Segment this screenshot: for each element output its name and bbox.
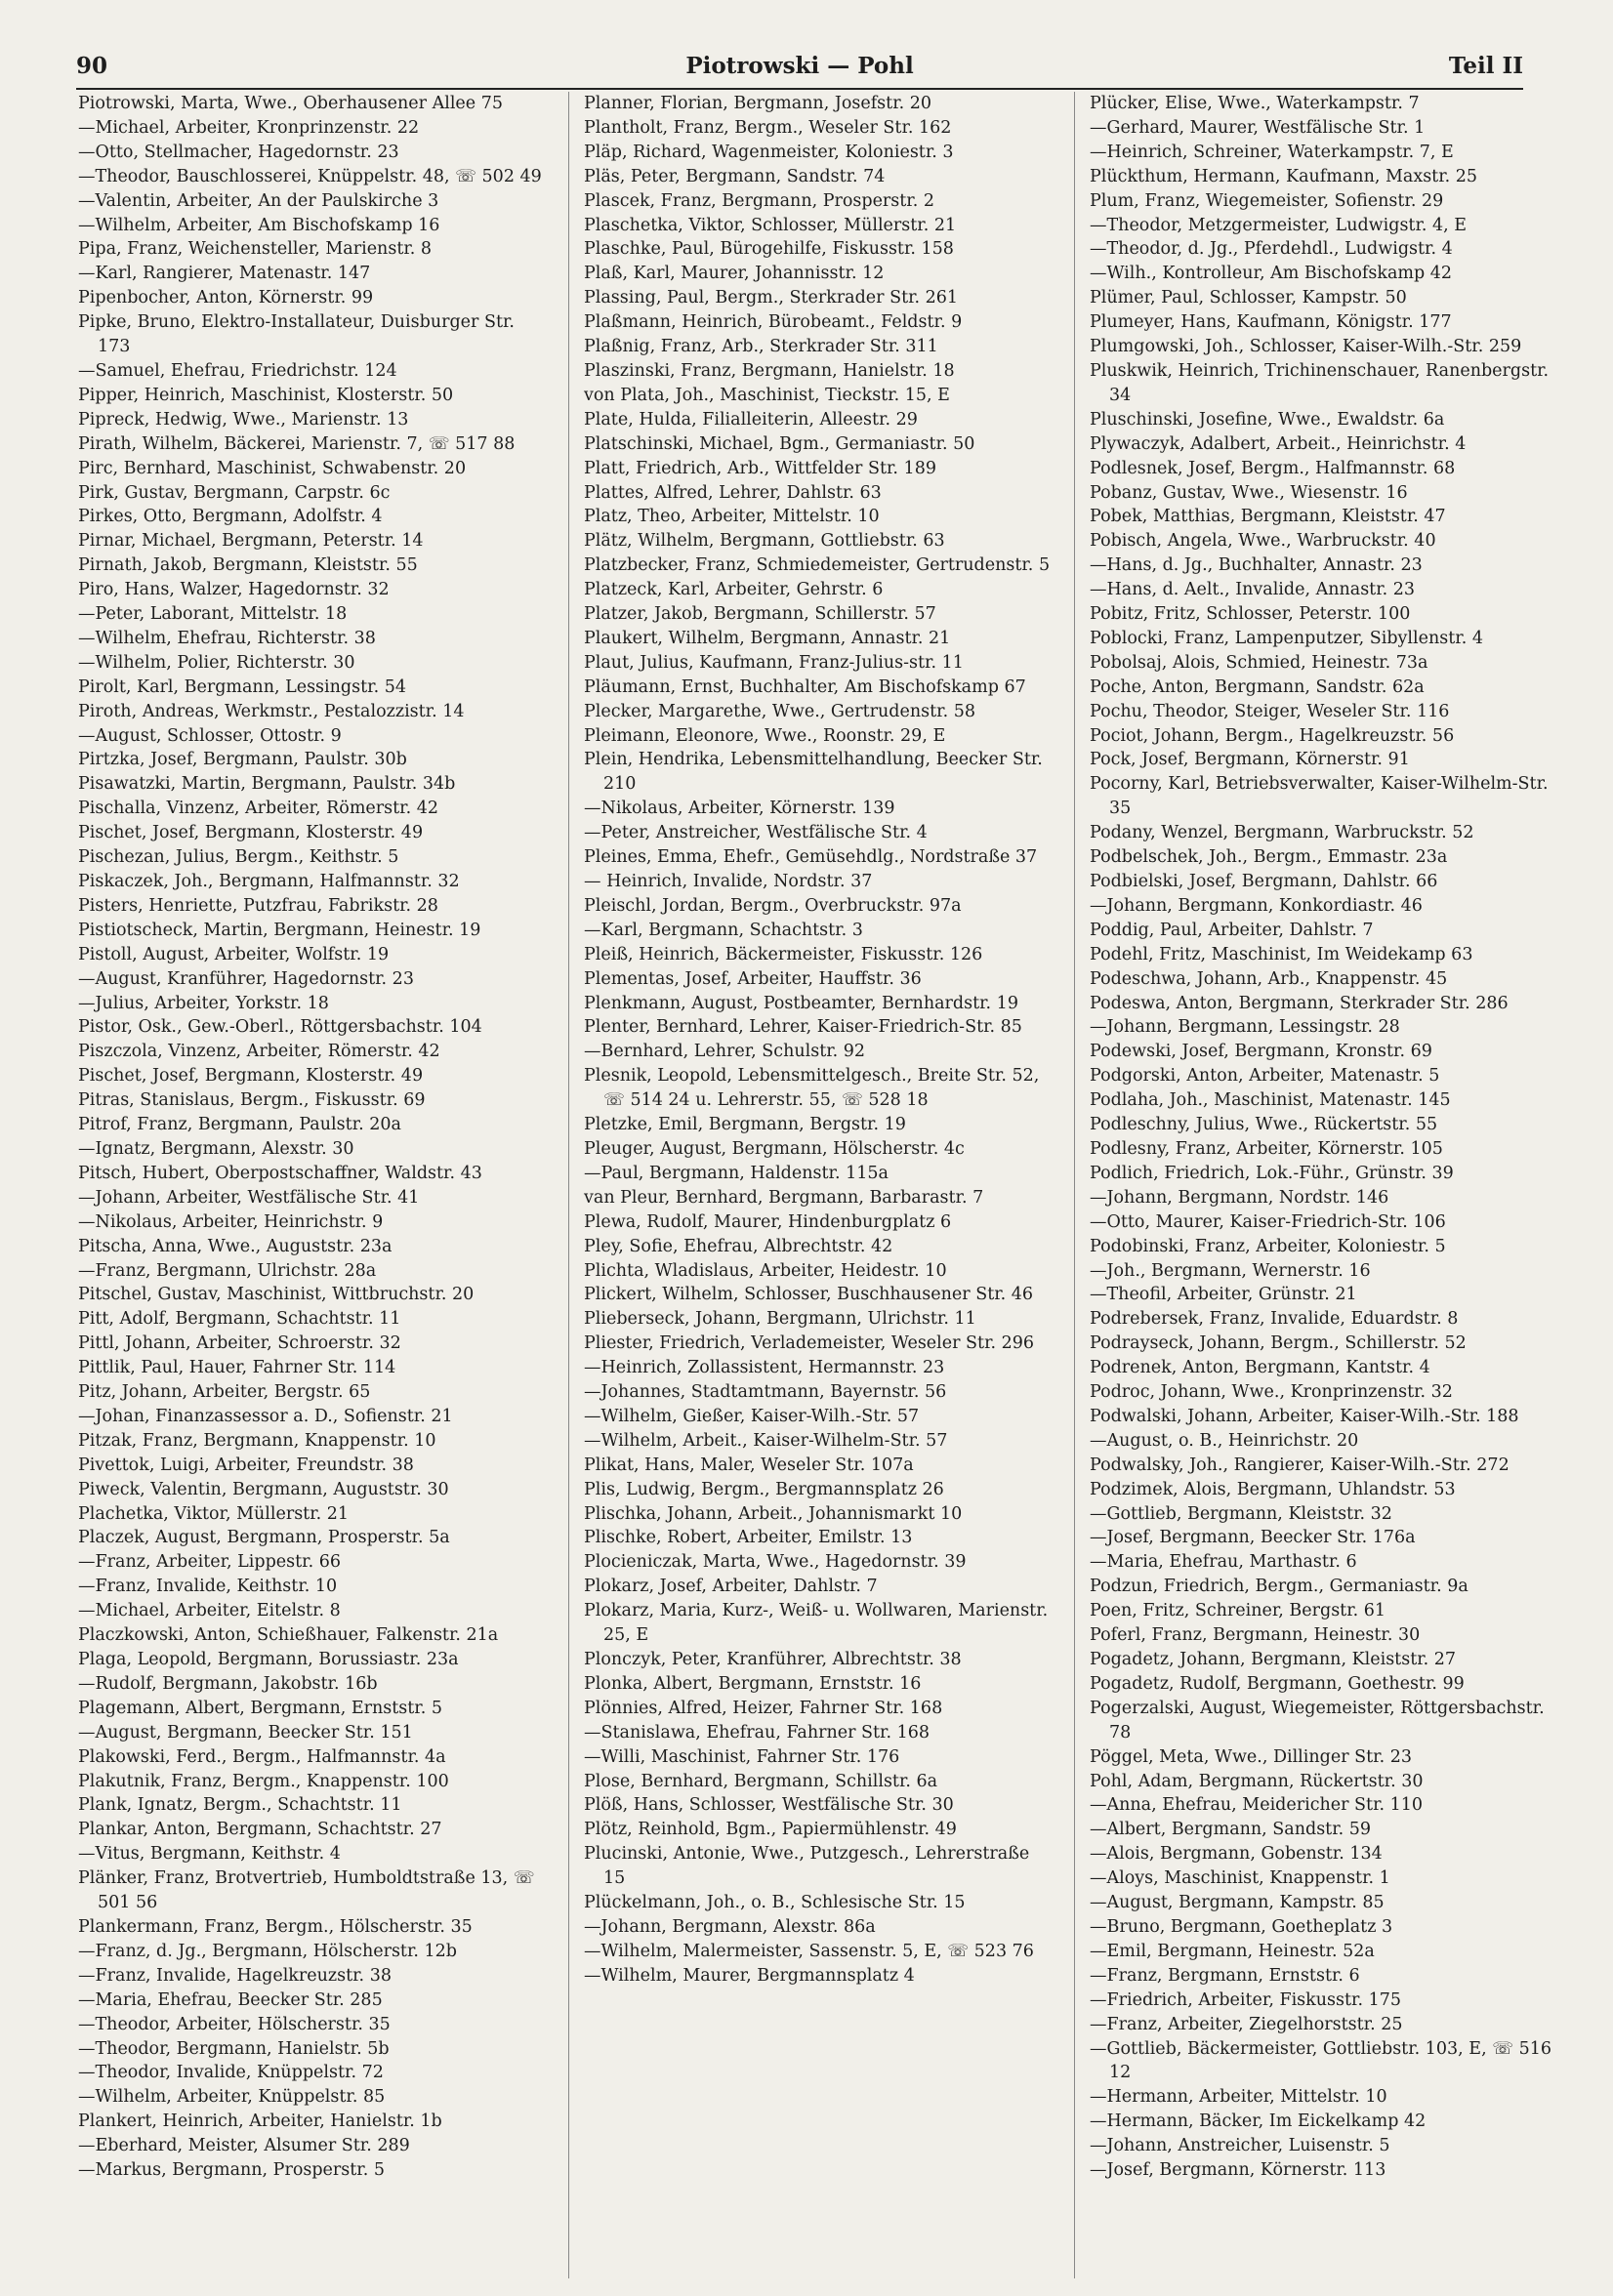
directory-entry: Pipenbocher, Anton, Körnerstr. 99	[78, 288, 374, 308]
directory-entry: Platzbecker, Franz, Schmiedemeister, Gertrudenstr. 5	[584, 555, 1051, 576]
directory-entry: Platz, Theo, Arbeiter, Mittelstr. 10	[584, 507, 880, 527]
directory-entry: —Nikolaus, Arbeiter, Heinrichstr. 9	[78, 1211, 384, 1232]
directory-column-1	[78, 92, 551, 2183]
directory-entry: Plascek, Franz, Bergmann, Prosperstr. 2	[584, 190, 935, 211]
directory-entry: —Theodor, d. Jg., Pferdehdl., Ludwigstr. 4	[1090, 239, 1453, 260]
directory-entry: Plesnik, Leopold, Lebensmittelgesch., Breite Str. 52, ☏ 514 24 u. Lehrerstr. 55, ☏ 528 18	[584, 1066, 1040, 1111]
directory-entry: —Karl, Bergmann, Schachtstr. 3	[584, 920, 863, 940]
directory-entry: Pläs, Peter, Bergmann, Sandstr. 74	[584, 166, 886, 186]
directory-entry: —Franz, Invalide, Hagelkreuzstr. 38	[78, 1965, 392, 1986]
directory-entry: Pobitz, Fritz, Schlosser, Peterstr. 100	[1090, 604, 1411, 625]
directory-entry: Pistor, Osk., Gew.-Oberl., Röttgersbachstr. 104	[78, 1017, 482, 1038]
directory-entry: Plocieniczak, Marta, Wwe., Hagedornstr. 39	[584, 1552, 967, 1573]
directory-entry: Pivettok, Luigi, Arbeiter, Freundstr. 38	[78, 1455, 414, 1475]
directory-column-3	[1090, 92, 1562, 2183]
directory-entry: —Franz, Arbeiter, Lippestr. 66	[78, 1552, 342, 1573]
directory-entry: Pleischl, Jordan, Bergm., Overbruckstr. 97a	[584, 895, 962, 916]
directory-entry: Plümer, Paul, Schlosser, Kampstr. 50	[1090, 288, 1407, 308]
directory-entry: Pleuger, August, Bergmann, Hölscherstr. 4c	[584, 1138, 965, 1159]
directory-entry: Poferl, Franz, Bergmann, Heinestr. 30	[1090, 1625, 1421, 1646]
directory-entry: —Joh., Bergmann, Wernerstr. 16	[1090, 1260, 1371, 1281]
directory-entry: Piroth, Andreas, Werkmstr., Pestalozzistr. 14	[78, 701, 465, 721]
directory-entry: Plose, Bernhard, Bergmann, Schillstr. 6a	[584, 1771, 938, 1791]
directory-entry: Plankar, Anton, Bergmann, Schachtstr. 27	[78, 1820, 442, 1840]
directory-entry: —Theodor, Bergmann, Hanielstr. 5b	[78, 2038, 390, 2059]
directory-entry: Poddig, Paul, Arbeiter, Dahlstr. 7	[1090, 920, 1374, 940]
directory-entry: —Albert, Bergmann, Sandstr. 59	[1090, 1820, 1372, 1840]
directory-entry: Pistiotscheck, Martin, Bergmann, Heinestr. 19	[78, 920, 481, 940]
directory-entry: —Michael, Arbeiter, Eitelstr. 8	[78, 1601, 341, 1621]
directory-entry: —Wilhelm, Maurer, Bergmannsplatz 4	[584, 1965, 915, 1986]
directory-entry: Pischet, Josef, Bergmann, Klosterstr. 49	[78, 823, 424, 843]
directory-entry: Plewa, Rudolf, Maurer, Hindenburgplatz 6	[584, 1211, 952, 1232]
directory-entry: —Ignatz, Bergmann, Alexstr. 30	[78, 1138, 354, 1159]
directory-entry: —Johan, Finanzassessor a. D., Sofienstr. 21	[78, 1406, 453, 1426]
directory-entry: Plaszinski, Franz, Bergmann, Hanielstr. 18	[584, 360, 955, 381]
directory-entry: Plischke, Robert, Arbeiter, Emilstr. 13	[584, 1528, 913, 1548]
directory-entry: —August, Bergmann, Beecker Str. 151	[78, 1722, 413, 1742]
directory-entry: —Maria, Ehefrau, Beecker Str. 285	[78, 1989, 383, 2010]
directory-entry: Pirkes, Otto, Bergmann, Adolfstr. 4	[78, 507, 383, 527]
directory-entry: Plückthum, Hermann, Kaufmann, Maxstr. 25	[1090, 166, 1478, 186]
directory-entry: Pleines, Emma, Ehefr., Gemüsehdlg., Nordstraße 37	[584, 847, 1038, 868]
directory-entry: Plakowski, Ferd., Bergm., Halfmannstr. 4a	[78, 1746, 446, 1767]
directory-entry: Pochu, Theodor, Steiger, Weseler Str. 116	[1090, 701, 1450, 721]
directory-entry: —Gottlieb, Bäckermeister, Gottliebstr. 103, E, ☏ 516 12	[1090, 2038, 1552, 2083]
directory-entry: Plum, Franz, Wiegemeister, Sofienstr. 29	[1090, 190, 1444, 211]
directory-entry: Pipreck, Hedwig, Wwe., Marienstr. 13	[78, 409, 409, 430]
directory-entry: Podwalsky, Joh., Rangierer, Kaiser-Wilh.-Str. 272	[1090, 1455, 1510, 1475]
directory-entry: Plywaczyk, Adalbert, Arbeit., Heinrichstr. 4	[1090, 433, 1467, 454]
directory-entry: Pläumann, Ernst, Buchhalter, Am Bischofskamp 67	[584, 676, 1026, 697]
directory-entry: Pisters, Henriette, Putzfrau, Fabrikstr. 28	[78, 895, 438, 916]
directory-entry: Podeschwa, Johann, Arb., Knappenstr. 45	[1090, 968, 1448, 989]
directory-entry: Pläp, Richard, Wagenmeister, Koloniestr. 3	[584, 142, 954, 162]
directory-entry: Plokarz, Maria, Kurz-, Weiß- u. Wollwaren, Marienstr. 25, E	[584, 1601, 1049, 1646]
column-divider	[1074, 92, 1075, 2278]
page-header	[76, 49, 1523, 90]
directory-entry: Pischet, Josef, Bergmann, Klosterstr. 49	[78, 1066, 424, 1086]
directory-entry: —Heinrich, Schreiner, Waterkampstr. 7, E	[1090, 142, 1454, 162]
directory-entry: Plückelmann, Joh., o. B., Schlesische Str. 15	[584, 1893, 966, 1913]
directory-entry: Pluschinski, Josefine, Wwe., Ewaldstr. 6a	[1090, 409, 1445, 430]
directory-entry: Pletzke, Emil, Bergmann, Bergstr. 19	[584, 1115, 906, 1135]
directory-entry: Pittlik, Paul, Hauer, Fahrner Str. 114	[78, 1358, 396, 1378]
directory-entry: —Otto, Maurer, Kaiser-Friedrich-Str. 106	[1090, 1211, 1446, 1232]
directory-entry: —Wilhelm, Arbeit., Kaiser-Wilhelm-Str. 57	[584, 1430, 948, 1451]
directory-entry: Pirath, Wilhelm, Bäckerei, Marienstr. 7, ☏ 517 88	[78, 433, 516, 454]
directory-entry: Pitschel, Gustav, Maschinist, Wittbruchstr. 20	[78, 1285, 475, 1305]
directory-entry: —Hermann, Arbeiter, Mittelstr. 10	[1090, 2087, 1387, 2108]
directory-entry: Podzimek, Alois, Bergmann, Uhlandstr. 53	[1090, 1479, 1456, 1499]
directory-entry: Plätz, Wilhelm, Bergmann, Gottliebstr. 63	[584, 531, 945, 552]
directory-entry: Placzek, August, Bergmann, Prosperstr. 5a	[78, 1528, 450, 1548]
directory-entry: —Anna, Ehefrau, Meidericher Str. 110	[1090, 1795, 1424, 1816]
directory-entry: Plonka, Albert, Bergmann, Ernststr. 16	[584, 1673, 922, 1694]
directory-entry: Pirk, Gustav, Bergmann, Carpstr. 6c	[78, 482, 391, 503]
directory-entry: Podewski, Josef, Bergmann, Kronstr. 69	[1090, 1042, 1432, 1062]
directory-entry: —Stanislawa, Ehefrau, Fahrner Str. 168	[584, 1722, 931, 1742]
directory-entry: Plank, Ignatz, Bergm., Schachtstr. 11	[78, 1795, 402, 1816]
directory-entry: —Hermann, Bäcker, Im Eickelkamp 42	[1090, 2112, 1427, 2132]
directory-entry: —Heinrich, Zollassistent, Hermannstr. 23	[584, 1358, 945, 1378]
directory-entry: Piskaczek, Joh., Bergmann, Halfmannstr. 32	[78, 872, 460, 891]
directory-entry: Platschinski, Michael, Bgm., Germaniastr. 50	[584, 433, 975, 454]
directory-entry: Podlesnek, Josef, Bergm., Halfmannstr. 68	[1090, 458, 1456, 478]
directory-entry: Pirnar, Michael, Bergmann, Peterstr. 14	[78, 531, 424, 552]
directory-entry: Pluskwik, Heinrich, Trichinenschauer, Ranenbergstr. 34	[1090, 360, 1550, 405]
directory-entry: —Bernhard, Lehrer, Schulstr. 92	[584, 1042, 866, 1062]
directory-entry: Pistoll, August, Arbeiter, Wolfstr. 19	[78, 944, 390, 964]
directory-entry: Plänker, Franz, Brotvertrieb, Humboldtstraße 13, ☏ 501 56	[78, 1868, 535, 1913]
directory-entry: Plementas, Josef, Arbeiter, Hauffstr. 36	[584, 968, 922, 989]
directory-entry: —Wilhelm, Malermeister, Sassenstr. 5, E, ☏ 523 76	[584, 1941, 1034, 1961]
directory-entry: Plonczyk, Peter, Kranführer, Albrechtstr. 38	[584, 1650, 962, 1669]
directory-entry: Plein, Hendrika, Lebensmittelhandlung, Beecker Str. 210	[584, 750, 1043, 795]
directory-entry: Piro, Hans, Walzer, Hagedornstr. 32	[78, 580, 390, 600]
directory-entry: Plaßnig, Franz, Arb., Sterkrader Str. 311	[584, 337, 938, 357]
directory-entry: —Johannes, Stadtamtmann, Bayernstr. 56	[584, 1382, 947, 1403]
directory-entry: Pirnath, Jakob, Bergmann, Kleiststr. 55	[78, 555, 418, 576]
directory-entry: Plöß, Hans, Schlosser, Westfälische Str. 30	[584, 1795, 954, 1816]
directory-entry: Pitz, Johann, Arbeiter, Bergstr. 65	[78, 1382, 371, 1403]
page-number: 90	[76, 53, 108, 79]
directory-entry: — Heinrich, Invalide, Nordstr. 37	[584, 872, 873, 891]
directory-entry: Planner, Florian, Bergmann, Josefstr. 20	[584, 94, 932, 113]
directory-entry: Plantholt, Franz, Bergm., Weseler Str. 162	[584, 117, 952, 138]
directory-entry: —Johann, Arbeiter, Westfälische Str. 41	[78, 1187, 420, 1208]
directory-entry: Plagemann, Albert, Bergmann, Ernststr. 5	[78, 1698, 442, 1718]
directory-entry: —Josef, Bergmann, Körnerstr. 113	[1090, 2160, 1386, 2181]
directory-entry: Plönnies, Alfred, Heizer, Fahrner Str. 168	[584, 1698, 943, 1718]
directory-entry: —Johann, Bergmann, Alexstr. 86a	[584, 1916, 876, 1937]
directory-entry: —Karl, Rangierer, Matenastr. 147	[78, 264, 371, 284]
directory-entry: Plickert, Wilhelm, Schlosser, Buschhausener Str. 46	[584, 1285, 1034, 1305]
directory-entry: Plaut, Julius, Kaufmann, Franz-Julius-str. 11	[584, 652, 964, 673]
directory-entry: Plumgowski, Joh., Schlosser, Kaiser-Wilh.-Str. 259	[1090, 337, 1522, 357]
directory-entry: Podleschny, Julius, Wwe., Rückertstr. 55	[1090, 1115, 1438, 1135]
directory-entry: —Johann, Bergmann, Lessingstr. 28	[1090, 1017, 1400, 1038]
directory-entry: Plikat, Hans, Maler, Weseler Str. 107a	[584, 1455, 914, 1475]
directory-entry: —Maria, Ehefrau, Marthastr. 6	[1090, 1552, 1357, 1573]
directory-entry: Plieberseck, Johann, Bergmann, Ulrichstr. 11	[584, 1309, 976, 1330]
directory-entry: —Theodor, Arbeiter, Hölscherstr. 35	[78, 2014, 391, 2034]
directory-entry: Plachetka, Viktor, Müllerstr. 21	[78, 1503, 350, 1524]
directory-entry: —Nikolaus, Arbeiter, Körnerstr. 139	[584, 799, 895, 819]
directory-entry: —Emil, Bergmann, Heinestr. 52a	[1090, 1941, 1375, 1961]
directory-entry: Plenkmann, August, Postbeamter, Bernhardstr. 19	[584, 993, 1018, 1013]
directory-entry: Pitras, Stanislaus, Bergm., Fiskusstr. 69	[78, 1090, 426, 1111]
directory-entry: —August, Bergmann, Kampstr. 85	[1090, 1893, 1385, 1913]
directory-entry: Poen, Fritz, Schreiner, Bergstr. 61	[1090, 1601, 1386, 1621]
directory-entry: Podlaha, Joh., Maschinist, Matenastr. 145	[1090, 1090, 1451, 1111]
directory-entry: Pittl, Johann, Arbeiter, Schroerstr. 32	[78, 1333, 401, 1354]
directory-entry: Pirc, Bernhard, Maschinist, Schwabenstr. 20	[78, 458, 467, 478]
directory-entry: Pirolt, Karl, Bergmann, Lessingstr. 54	[78, 676, 406, 697]
directory-entry: Plichta, Wladislaus, Arbeiter, Heidestr. 10	[584, 1260, 947, 1281]
directory-entry: —Franz, Invalide, Keithstr. 10	[78, 1577, 338, 1597]
directory-entry: —Gerhard, Maurer, Westfälische Str. 1	[1090, 117, 1426, 138]
directory-entry: Pisawatzki, Martin, Bergmann, Paulstr. 34b	[78, 774, 456, 795]
directory-entry: Pitzak, Franz, Bergmann, Knappenstr. 10	[78, 1430, 436, 1451]
directory-entry: Pitt, Adolf, Bergmann, Schachtstr. 11	[78, 1309, 401, 1330]
directory-column-2	[584, 92, 1056, 1988]
directory-entry: Poblocki, Franz, Lampenputzer, Sibyllenstr. 4	[1090, 628, 1483, 648]
directory-entry: —Hans, d. Aelt., Invalide, Annastr. 23	[1090, 580, 1416, 600]
directory-entry: —Franz, Bergmann, Ernststr. 6	[1090, 1965, 1360, 1986]
directory-entry: —Rudolf, Bergmann, Jakobstr. 16b	[78, 1673, 378, 1694]
directory-entry: —Friedrich, Arbeiter, Fiskusstr. 175	[1090, 1989, 1401, 2010]
directory-entry: —Theodor, Invalide, Knüppelstr. 72	[78, 2063, 384, 2083]
directory-entry: —Theodor, Metzgermeister, Ludwigstr. 4, E	[1090, 215, 1468, 235]
directory-entry: Plecker, Margarethe, Wwe., Gertrudenstr. 58	[584, 701, 975, 721]
directory-entry: Podrayseck, Johann, Bergm., Schillerstr. 52	[1090, 1333, 1467, 1354]
directory-entry: Platzeck, Karl, Arbeiter, Gehrstr. 6	[584, 580, 884, 600]
directory-entry: Podrenek, Anton, Bergmann, Kantstr. 4	[1090, 1358, 1430, 1378]
directory-entry: Podgorski, Anton, Arbeiter, Matenastr. 5	[1090, 1066, 1440, 1086]
directory-entry: Plenter, Bernhard, Lehrer, Kaiser-Friedrich-Str. 85	[584, 1017, 1022, 1038]
directory-entry: —Aloys, Maschinist, Knappenstr. 1	[1090, 1868, 1390, 1889]
directory-entry: —Eberhard, Meister, Alsumer Str. 289	[78, 2136, 410, 2156]
directory-entry: Plis, Ludwig, Bergm., Bergmannsplatz 26	[584, 1479, 944, 1499]
directory-entry: —Markus, Bergmann, Prosperstr. 5	[78, 2160, 385, 2181]
directory-entry: Plischka, Johann, Arbeit., Johannismarkt 10	[584, 1503, 963, 1524]
directory-entry: Pipke, Bruno, Elektro-Installateur, Duisburger Str. 173	[78, 312, 515, 357]
directory-entry: Podrebersek, Franz, Invalide, Eduardstr. 8	[1090, 1309, 1459, 1330]
directory-entry: Plaß, Karl, Maurer, Johannisstr. 12	[584, 264, 885, 284]
directory-entry: —Wilhelm, Gießer, Kaiser-Wilh.-Str. 57	[584, 1406, 920, 1426]
directory-entry: —Valentin, Arbeiter, An der Paulskirche 3	[78, 190, 439, 211]
directory-entry: Plumeyer, Hans, Kaufmann, Königstr. 177	[1090, 312, 1452, 333]
directory-entry: Piszczola, Vinzenz, Arbeiter, Römerstr. 42	[78, 1042, 440, 1062]
directory-entry: —Theodor, Bauschlosserei, Knüppelstr. 48, ☏ 502 49	[78, 166, 542, 186]
directory-entry: Plankert, Heinrich, Arbeiter, Hanielstr. 1b	[78, 2112, 442, 2132]
directory-entry: Plücker, Elise, Wwe., Waterkampstr. 7	[1090, 94, 1420, 113]
directory-entry: Pöggel, Meta, Wwe., Dillinger Str. 23	[1090, 1746, 1412, 1767]
directory-entry: Pobanz, Gustav, Wwe., Wiesenstr. 16	[1090, 482, 1408, 503]
directory-entry: Plokarz, Josef, Arbeiter, Dahlstr. 7	[584, 1577, 878, 1597]
directory-entry: Podzun, Friedrich, Bergm., Germaniastr. 9a	[1090, 1577, 1468, 1597]
directory-entry: Pitrof, Franz, Bergmann, Paulstr. 20a	[78, 1115, 401, 1135]
directory-entry: Plaukert, Wilhelm, Bergmann, Annastr. 21	[584, 628, 951, 648]
directory-entry: —Franz, Bergmann, Ulrichstr. 28a	[78, 1260, 377, 1281]
directory-entry: —Theofil, Arbeiter, Grünstr. 21	[1090, 1285, 1357, 1305]
directory-entry: Podroc, Johann, Wwe., Kronprinzenstr. 32	[1090, 1382, 1453, 1403]
directory-entry: Podany, Wenzel, Bergmann, Warbruckstr. 52	[1090, 823, 1474, 843]
part-label: Teil II	[1448, 53, 1523, 79]
directory-entry: Plaschetka, Viktor, Schlosser, Müllerstr. 21	[584, 215, 957, 235]
directory-entry: Plaßmann, Heinrich, Bürobeamt., Feldstr. 9	[584, 312, 963, 333]
directory-entry: Podehl, Fritz, Maschinist, Im Weidekamp 63	[1090, 944, 1473, 964]
directory-entry: Platzer, Jakob, Bergmann, Schillerstr. 57	[584, 604, 936, 625]
directory-entry: Plaga, Leopold, Bergmann, Borussiastr. 23a	[78, 1650, 459, 1669]
directory-entry: —Franz, d. Jg., Bergmann, Hölscherstr. 12b	[78, 1941, 457, 1961]
directory-entry: —Johann, Bergmann, Konkordiastr. 46	[1090, 895, 1423, 916]
directory-entry: Pley, Sofie, Ehefrau, Albrechtstr. 42	[584, 1236, 893, 1256]
directory-entry: Pohl, Adam, Bergmann, Rückertstr. 30	[1090, 1771, 1424, 1791]
directory-entry: —August, Schlosser, Ottostr. 9	[78, 725, 342, 746]
directory-entry: —Willi, Maschinist, Fahrner Str. 176	[584, 1746, 900, 1767]
directory-entry: —Wilhelm, Polier, Richterstr. 30	[78, 652, 355, 673]
directory-entry: Pitscha, Anna, Wwe., Auguststr. 23a	[78, 1236, 393, 1256]
page-title: Piotrowski — Pohl	[685, 53, 914, 79]
directory-entry: Pitsch, Hubert, Oberpostschaffner, Waldstr. 43	[78, 1163, 482, 1183]
directory-entry: Pogadetz, Johann, Bergmann, Kleiststr. 27	[1090, 1650, 1457, 1669]
directory-entry: Plassing, Paul, Bergm., Sterkrader Str. 261	[584, 288, 959, 308]
directory-entry: Pogadetz, Rudolf, Bergmann, Goethestr. 99	[1090, 1673, 1465, 1694]
directory-entry: Plaschke, Paul, Bürogehilfe, Fiskusstr. 158	[584, 239, 954, 260]
directory-entry: —Peter, Laborant, Mittelstr. 18	[78, 604, 348, 625]
directory-entry: —August, Kranführer, Hagedornstr. 23	[78, 968, 414, 989]
directory-entry: Pischalla, Vinzenz, Arbeiter, Römerstr. 42	[78, 799, 438, 819]
directory-entry: Pociot, Johann, Bergm., Hagelkreuzstr. 56	[1090, 725, 1455, 746]
directory-entry: Pliester, Friedrich, Verlademeister, Weseler Str. 296	[584, 1333, 1035, 1354]
directory-entry: —Hans, d. Jg., Buchhalter, Annastr. 23	[1090, 555, 1423, 576]
directory-entry: —Julius, Arbeiter, Yorkstr. 18	[78, 993, 329, 1013]
directory-entry: Pirtzka, Josef, Bergmann, Paulstr. 30b	[78, 750, 407, 770]
directory-entry: van Pleur, Bernhard, Bergmann, Barbarastr. 7	[584, 1187, 984, 1208]
directory-entry: Podobinski, Franz, Arbeiter, Koloniestr. 5	[1090, 1236, 1446, 1256]
column-divider	[568, 92, 569, 2278]
directory-entry: Plate, Hulda, Filialleiterin, Alleestr. 29	[584, 409, 918, 430]
directory-entry: —Alois, Bergmann, Gobenstr. 134	[1090, 1844, 1383, 1865]
directory-entry: Pobisch, Angela, Wwe., Warbruckstr. 40	[1090, 531, 1436, 552]
directory-entry: Podlesny, Franz, Arbeiter, Körnerstr. 105	[1090, 1138, 1443, 1159]
directory-entry: —Paul, Bergmann, Haldenstr. 115a	[584, 1163, 889, 1183]
directory-entry: Pogerzalski, August, Wiegemeister, Röttgersbachstr. 78	[1090, 1698, 1545, 1742]
directory-entry: —Franz, Arbeiter, Ziegelhorststr. 25	[1090, 2014, 1403, 2034]
directory-entry: Podeswa, Anton, Bergmann, Sterkrader Str. 286	[1090, 993, 1509, 1013]
directory-entry: Platt, Friedrich, Arb., Wittfelder Str. 189	[584, 458, 936, 478]
directory-entry: —Otto, Stellmacher, Hagedornstr. 23	[78, 142, 399, 162]
directory-entry: Pipa, Franz, Weichensteller, Marienstr. 8	[78, 239, 433, 260]
directory-entry: —August, o. B., Heinrichstr. 20	[1090, 1430, 1359, 1451]
directory-entry: Pleiß, Heinrich, Bäckermeister, Fiskusstr. 126	[584, 944, 983, 964]
directory-entry: Pobolsaj, Alois, Schmied, Heinestr. 73a	[1090, 652, 1428, 673]
directory-entry: —Wilhelm, Arbeiter, Knüppelstr. 85	[78, 2087, 386, 2108]
directory-entry: —Wilh., Kontrolleur, Am Bischofskamp 42	[1090, 264, 1453, 284]
directory-entry: Podbelschek, Joh., Bergm., Emmastr. 23a	[1090, 847, 1448, 868]
directory-entry: —Michael, Arbeiter, Kronprinzenstr. 22	[78, 117, 420, 138]
directory-entry: Plucinski, Antonie, Wwe., Putzgesch., Lehrerstraße 15	[584, 1844, 1030, 1889]
directory-entry: Pock, Josef, Bergmann, Körnerstr. 91	[1090, 750, 1410, 770]
directory-entry: —Samuel, Ehefrau, Friedrichstr. 124	[78, 360, 397, 381]
directory-entry: Plötz, Reinhold, Bgm., Papiermühlenstr. 49	[584, 1820, 957, 1840]
directory-entry: Pipper, Heinrich, Maschinist, Klosterstr. 50	[78, 385, 454, 405]
directory-entry: Pobek, Matthias, Bergmann, Kleiststr. 47	[1090, 507, 1446, 527]
directory-entry: —Wilhelm, Ehefrau, Richterstr. 38	[78, 628, 376, 648]
directory-entry: Plankermann, Franz, Bergm., Hölscherstr. 35	[78, 1916, 473, 1937]
directory-entry: Placzkowski, Anton, Schießhauer, Falkenstr. 21a	[78, 1625, 499, 1646]
directory-entry: Podlich, Friedrich, Lok.-Führ., Grünstr. 39	[1090, 1163, 1454, 1183]
directory-entry: Podbielski, Josef, Bergmann, Dahlstr. 66	[1090, 872, 1438, 891]
directory-entry: —Josef, Bergmann, Beecker Str. 176a	[1090, 1528, 1416, 1548]
directory-entry: Piotrowski, Marta, Wwe., Oberhausener Allee 75	[78, 94, 503, 113]
directory-entry: —Johann, Anstreicher, Luisenstr. 5	[1090, 2136, 1390, 2156]
directory-entry: Pleimann, Eleonore, Wwe., Roonstr. 29, E	[584, 725, 946, 746]
directory-entry: —Gottlieb, Bergmann, Kleiststr. 32	[1090, 1503, 1392, 1524]
directory-entry: Piweck, Valentin, Bergmann, Auguststr. 30	[78, 1479, 449, 1499]
directory-entry: Plattes, Alfred, Lehrer, Dahlstr. 63	[584, 482, 882, 503]
directory-entry: Pischezan, Julius, Bergm., Keithstr. 5	[78, 847, 399, 868]
directory-entry: Plakutnik, Franz, Bergm., Knappenstr. 100	[78, 1771, 449, 1791]
directory-entry: —Wilhelm, Arbeiter, Am Bischofskamp 16	[78, 215, 440, 235]
directory-entry: —Johann, Bergmann, Nordstr. 146	[1090, 1187, 1389, 1208]
directory-entry: von Plata, Joh., Maschinist, Tieckstr. 15, E	[584, 385, 950, 405]
directory-entry: Poche, Anton, Bergmann, Sandstr. 62a	[1090, 676, 1425, 697]
directory-entry: —Vitus, Bergmann, Keithstr. 4	[78, 1844, 341, 1865]
directory-entry: —Peter, Anstreicher, Westfälische Str. 4	[584, 823, 928, 843]
directory-entry: —Bruno, Bergmann, Goetheplatz 3	[1090, 1916, 1393, 1937]
directory-entry: Podwalski, Johann, Arbeiter, Kaiser-Wilh.-Str. 188	[1090, 1406, 1519, 1426]
directory-entry: Pocorny, Karl, Betriebsverwalter, Kaiser-Wilhelm-Str. 35	[1090, 774, 1549, 819]
